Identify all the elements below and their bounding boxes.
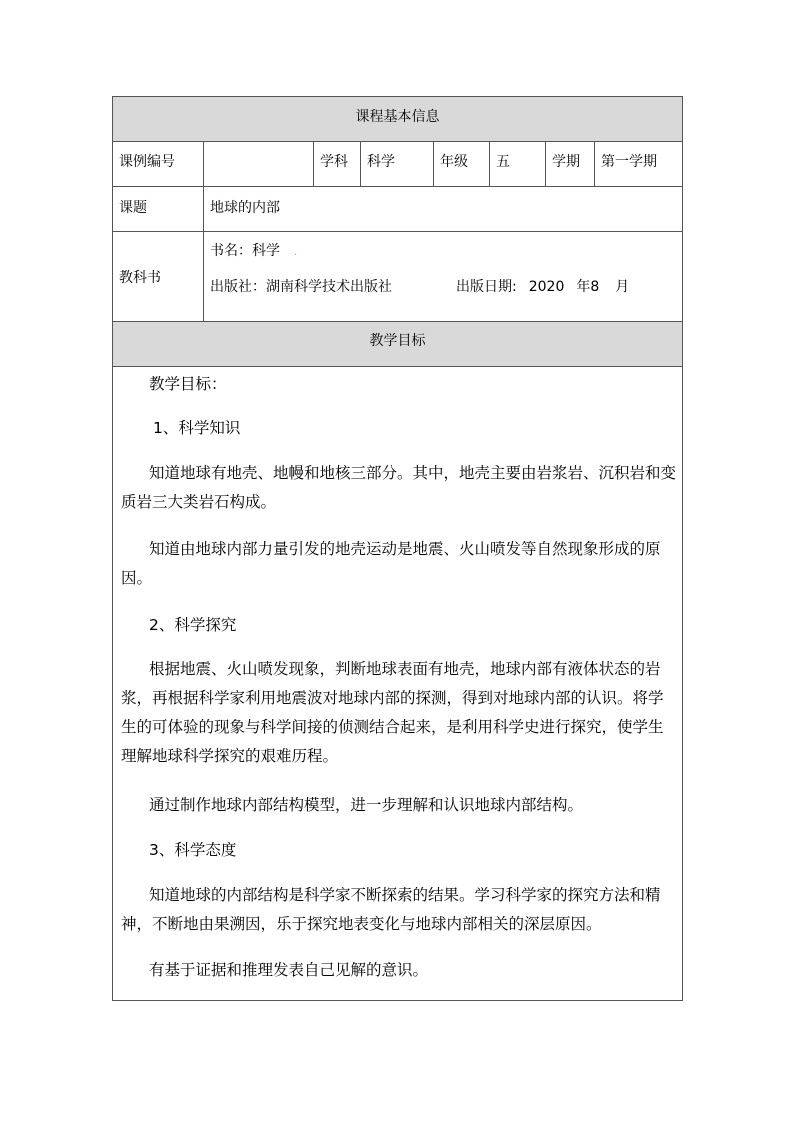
section3-paragraph1: 知道地球的内部结构是科学家不断探索的结果。学习科学家的探究方法和精神，不断地由果溯因，乐于探究地表变化与地球内部相关的深层原因。 <box>121 886 661 933</box>
textbook-details <box>204 232 683 322</box>
section1-paragraph1: 知道地球有地壳、地幔和地核三部分。其中，地壳主要由岩浆岩、沉积岩和变质岩三大类岩石构成。 <box>121 464 677 511</box>
book-name-line <box>210 240 682 276</box>
section2-paragraph2: 通过制作地球内部结构模型，进一步理解和认识地球内部结构。 <box>149 796 584 814</box>
objectives-intro: 教学目标： <box>149 375 227 393</box>
pub-year: 2020 <box>528 279 565 295</box>
publisher-line <box>210 276 682 296</box>
pub-year-unit: 年 <box>576 279 591 295</box>
lesson-info-table <box>112 96 683 1001</box>
section3-paragraph2: 有基于证据和推理发表自己见解的意识。 <box>149 961 429 979</box>
topic-value: 地球的内部 <box>204 187 683 232</box>
section1-title: 1、科学知识 <box>153 419 241 437</box>
grade-label: 年级 <box>434 142 490 187</box>
section3-title: 3、科学态度 <box>149 841 237 859</box>
textbook-label: 教科书 <box>113 232 204 322</box>
objectives-header: 教学目标 <box>113 322 683 367</box>
pub-date-label: 出版日期: <box>456 279 517 295</box>
subject-label: 学科 <box>314 142 361 187</box>
term-label: 学期 <box>546 142 595 187</box>
case-no-label: 课例编号 <box>113 142 204 187</box>
publisher: 出版社：湖南科学技术出版社 <box>210 279 392 295</box>
book-name: 书名：科学 <box>210 243 280 259</box>
section2-title: 2、科学探究 <box>149 616 237 634</box>
pub-month: 8 <box>590 279 600 295</box>
stray-dot-mark: . <box>294 247 298 258</box>
pub-month-unit: 月 <box>615 279 630 295</box>
section2-paragraph1: 根据地震、火山喷发现象，判断地球表面有地壳，地球内部有液体状态的岩浆，再根据科学家利用地震波对地球内部的探测，得到对地球内部的认识。将学生的可体验的现象与科学间接的侦测结合起来，是利用科学史进行探究，使学生理解地球科学探究的艰难历程。 <box>121 660 664 765</box>
objectives-content <box>113 367 683 1001</box>
case-no-value <box>204 142 314 187</box>
term-value: 第一学期 <box>595 142 683 187</box>
subject-value: 科学 <box>361 142 434 187</box>
section1-paragraph2: 知道由地球内部力量引发的地壳运动是地震、火山喷发等自然现象形成的原因。 <box>121 540 661 587</box>
topic-label: 课题 <box>113 187 204 232</box>
grade-value: 五 <box>490 142 546 187</box>
basic-info-header: 课程基本信息 <box>113 97 683 142</box>
